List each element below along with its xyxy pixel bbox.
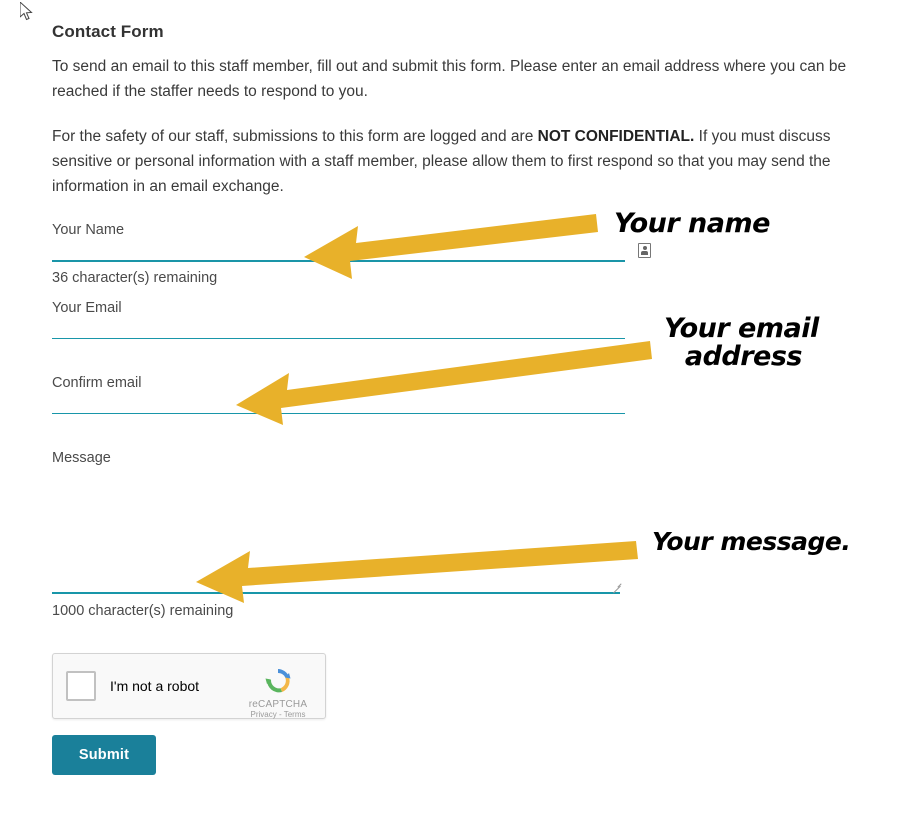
your-name-label: Your Name bbox=[52, 221, 125, 238]
message-underline bbox=[52, 592, 620, 594]
annotation-message-text: Your message. bbox=[652, 527, 851, 556]
your-email-label: Your Email bbox=[52, 299, 122, 316]
recaptcha-checkbox[interactable] bbox=[66, 671, 96, 701]
confirm-email-label: Confirm email bbox=[52, 374, 142, 391]
your-email-input[interactable] bbox=[52, 338, 625, 339]
submit-button[interactable]: Submit bbox=[52, 735, 156, 775]
message-counter: 1000 character(s) remaining bbox=[52, 602, 234, 619]
intro-2-after: If you must discuss sensitive or personal information with a staff member, please allow them to first respond so that you may send the information in an email exchange. bbox=[52, 128, 831, 196]
your-name-underline bbox=[52, 260, 625, 262]
recaptcha-brand-text: reCAPTCHA bbox=[248, 698, 308, 710]
confirm-email-underline bbox=[52, 413, 625, 415]
field-your-name bbox=[52, 222, 855, 286]
not-confidential-emphasis: NOT CONFIDENTIAL. bbox=[537, 128, 695, 146]
confirm-email-input[interactable] bbox=[52, 413, 625, 414]
message-label: Message bbox=[52, 449, 111, 466]
recaptcha-widget[interactable] bbox=[52, 653, 326, 719]
your-name-counter: 36 character(s) remaining bbox=[52, 269, 218, 286]
message-textarea[interactable] bbox=[52, 476, 620, 594]
recaptcha-label: I'm not a robot bbox=[110, 677, 200, 694]
field-message bbox=[52, 450, 855, 619]
contact-card-icon[interactable] bbox=[638, 243, 651, 258]
recaptcha-terms-text[interactable]: Privacy - Terms bbox=[250, 709, 306, 719]
intro-paragraph-2 bbox=[52, 124, 852, 199]
recaptcha-branding bbox=[241, 664, 315, 719]
intro-paragraph-1: To send an email to this staff member, fill out and submit this form. Please enter an email address where you can be reached if the staffer needs to respond to you. bbox=[52, 58, 847, 101]
field-your-email bbox=[52, 300, 855, 339]
annotation-email-line2: address bbox=[684, 341, 802, 373]
field-confirm-email bbox=[52, 375, 855, 414]
your-email-underline bbox=[52, 338, 625, 340]
recaptcha-logo-icon bbox=[261, 664, 295, 698]
annotation-name-text: Your name bbox=[614, 208, 770, 239]
intro-2-before: For the safety of our staff, submissions to this form are logged and are bbox=[52, 128, 538, 146]
resize-handle[interactable] bbox=[613, 582, 622, 591]
your-name-input[interactable] bbox=[52, 260, 625, 261]
annotation-email-line1: Your email bbox=[664, 313, 819, 344]
page-title: Contact Form bbox=[52, 22, 164, 41]
